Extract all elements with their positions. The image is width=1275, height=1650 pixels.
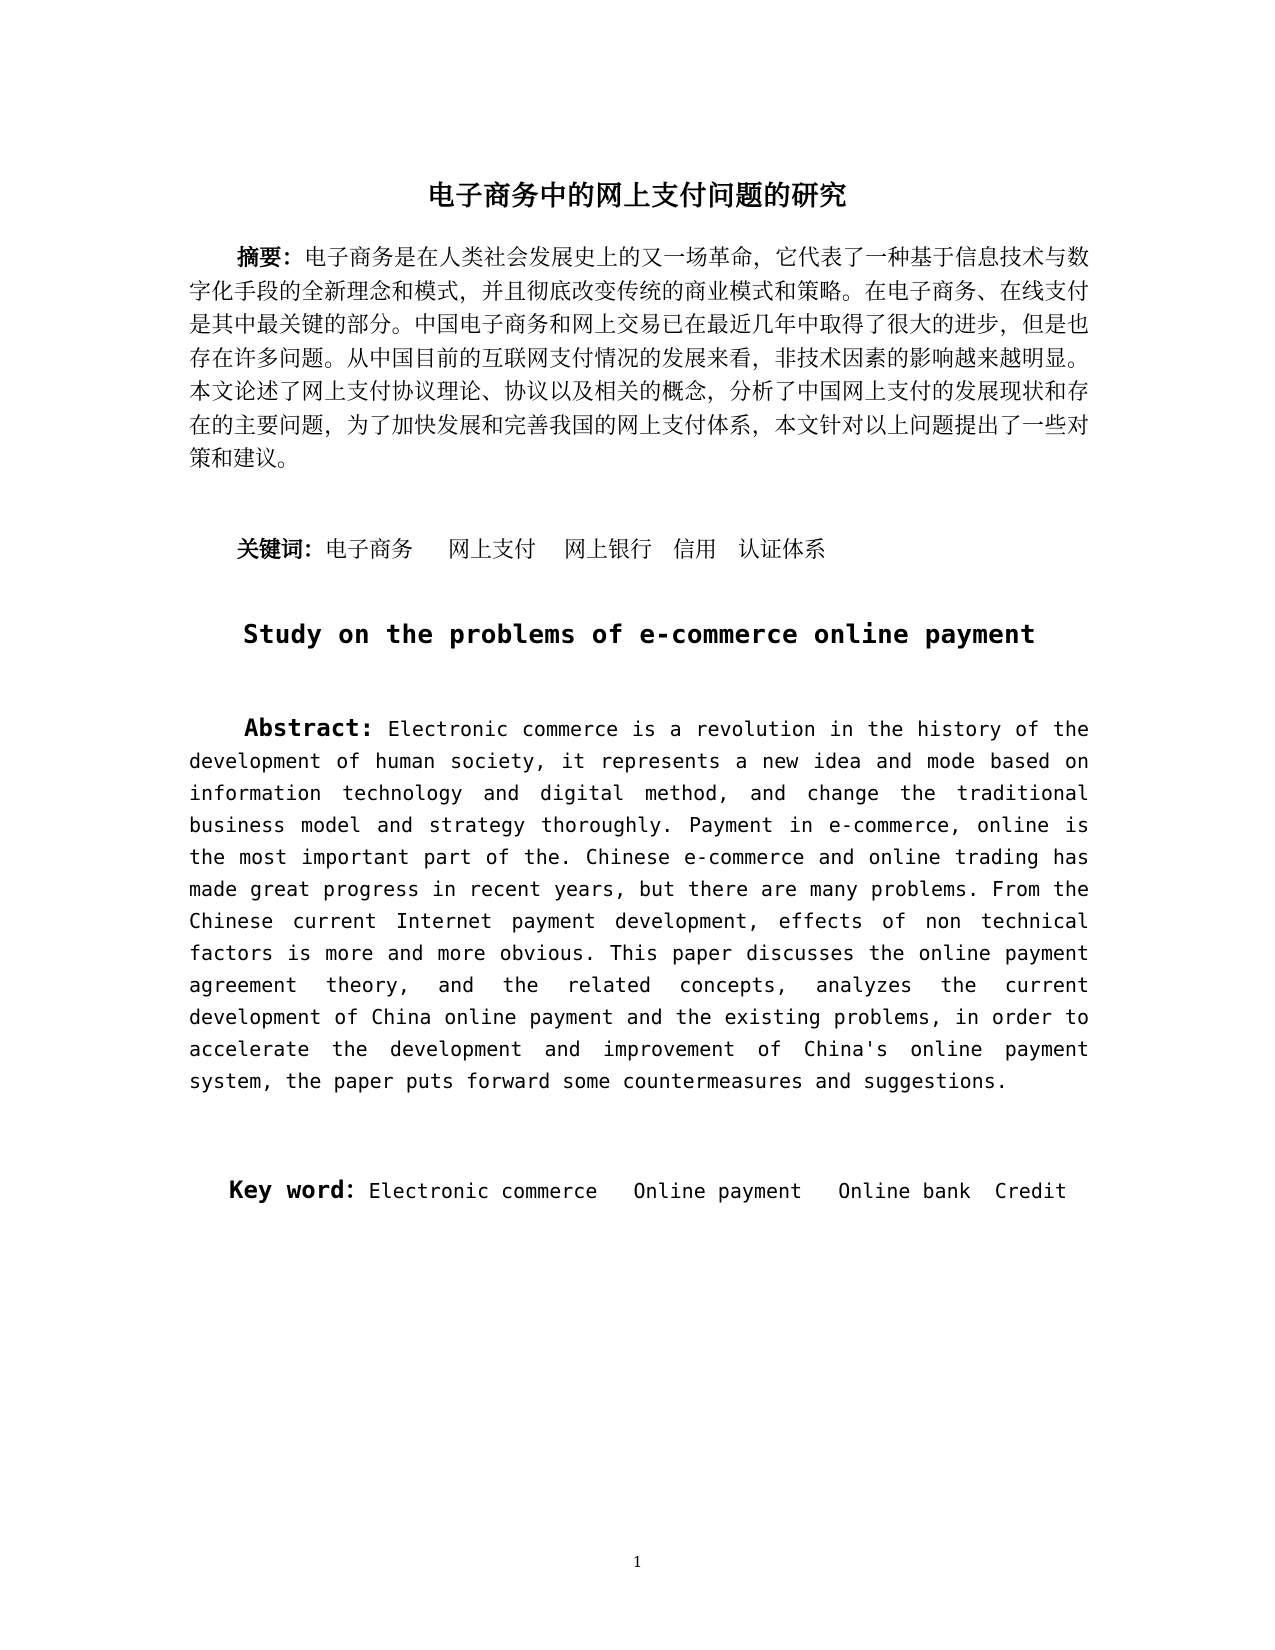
chinese-keywords <box>237 533 826 564</box>
chinese-title: 电子商务中的网上支付问题的研究 <box>427 181 848 212</box>
english-keywords <box>229 1170 1067 1205</box>
chinese-abstract-text: 电子商务是在人类社会发展史上的又一场革命，它代表了一种基于信息技术与数字化手段的全新理念和模式，并且彻底改变传统的商业模式和策略。在电子商务、在线支付是其中最关键的部分。中国电子商务和网上交易已在最近几年中取得了很大的进步，但是也存在许多问题。从中国目前的互联网支付情况的发展来看，非技术因素的影响越来越明显。本文论述了网上支付协议理论、协议以及相关的概念，分析了中国网上支付的发展现状和存在的主要问题，为了加快发展和完善我国的网上支付体系，本文针对以上问题提出了一些对策和建议。 <box>189 246 1089 472</box>
chinese-keywords-label: 关键词： <box>237 537 326 563</box>
english-title: Study on the problems of e-commerce online payment <box>243 620 1036 650</box>
english-abstract <box>189 712 1089 1097</box>
english-keywords-label: Key word： <box>229 1176 369 1204</box>
chinese-abstract <box>189 242 1089 477</box>
english-abstract-text: Electronic commerce is a revolution in the history of the development of human society, it represents a new idea and mode based on information technology and digital method, and change the traditional business model and strategy thoroughly. Payment in e-commerce, online is the most important part of the. Chinese e-commerce and online trading has made great progress in recent years, but there are many problems. From the Chinese current Internet payment development, effects of non technical factors is more and more obvious. This paper discusses the online payment agreement theory, and the related concepts, analyzes the current development of China online payment and the existing problems, in order to accelerate the development and improvement of China's online payment system, the paper puts forward some countermeasures and suggestions. <box>189 717 1089 1093</box>
page-number: 1 <box>632 1553 643 1571</box>
english-abstract-label: Abstract: <box>244 714 375 742</box>
chinese-keywords-text: 电子商务 网上支付 网上银行 信用 认证体系 <box>325 538 826 563</box>
chinese-abstract-label: 摘要： <box>237 245 305 271</box>
english-keywords-text: Electronic commerce Online payment Online bank Credit <box>368 1179 1067 1203</box>
